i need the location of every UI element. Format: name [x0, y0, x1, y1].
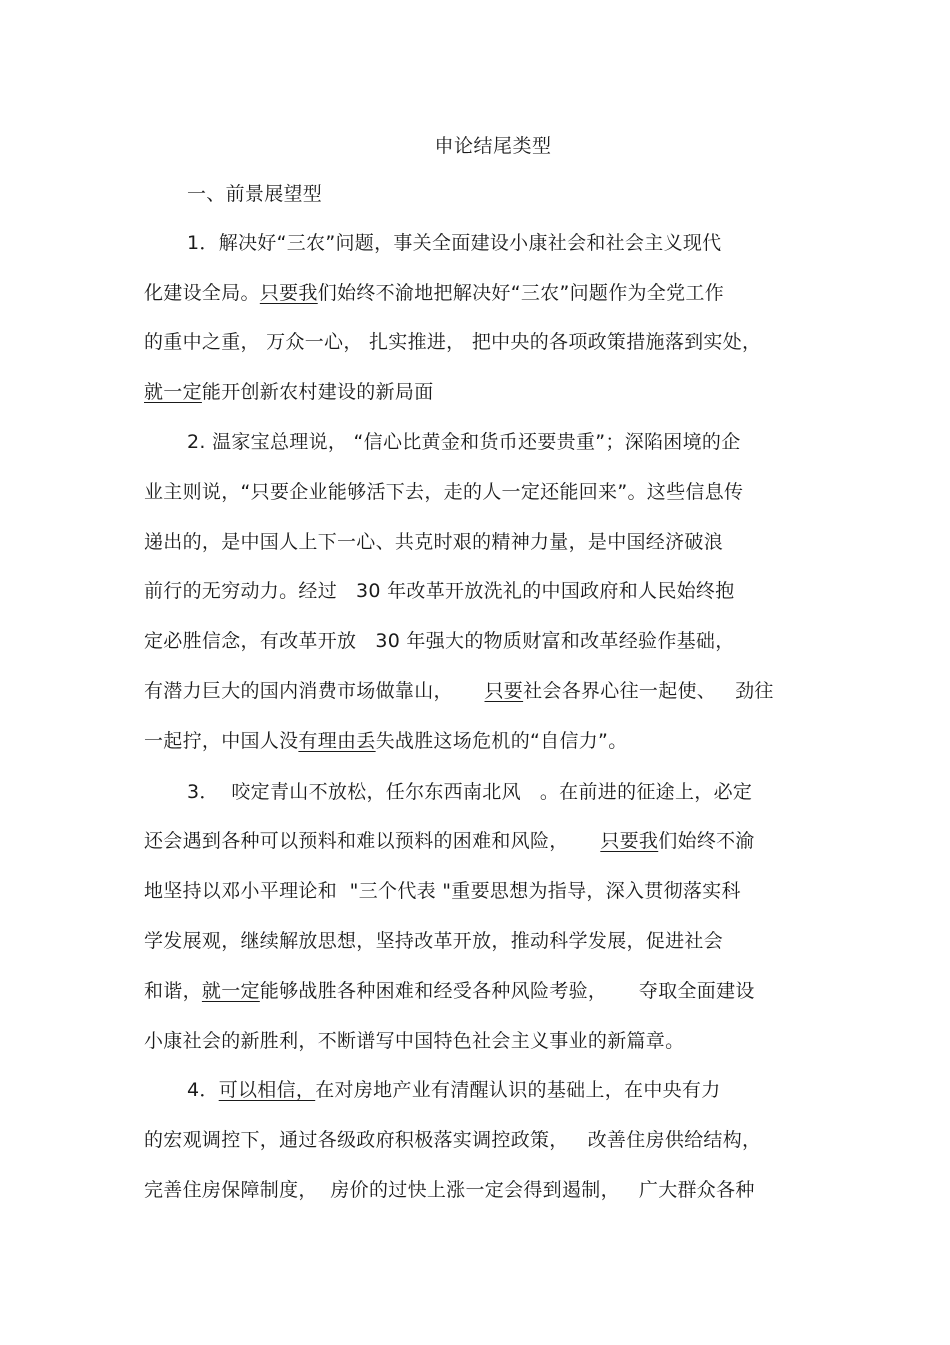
underlined-phrase: 只要我: [259, 282, 318, 304]
text-run: 失战胜这场危机的“自信力”。: [375, 730, 628, 752]
text-run: 在对房地产业有清醒认识的基础上，在中央有力: [315, 1079, 721, 1101]
text-run: 和谐，: [144, 980, 202, 1002]
underlined-phrase: 就一定: [201, 980, 260, 1002]
text-run: 有潜力巨大的国内消费市场做靠山，: [144, 680, 485, 702]
text-run: 一起拧，中国人没: [144, 730, 299, 752]
text-run: 4．: [187, 1079, 219, 1101]
document-title: 申论结尾类型: [434, 135, 552, 157]
p3-line-3: 地坚持以邓小平理论和 "三个代表 "重要思想为指导，深入贯彻落实科: [144, 880, 741, 902]
p1-line-4: [144, 380, 434, 404]
p2-line-4: 前行的无穷动力。经过 30 年改革开放洗礼的中国政府和人民始终抱: [144, 580, 735, 602]
text-run: 们始终不渝地把解决好“三农”问题作为全党工作: [317, 282, 725, 304]
p3-line-4: 学发展观，继续解放思想，坚持改革开放，推动科学发展，促进社会: [144, 930, 724, 952]
p4-line-3: 完善住房保障制度， 房价的过快上涨一定会得到遏制， 广大群众各种: [144, 1179, 755, 1201]
text-run: 还会遇到各种可以预料和难以预料的困难和风险，: [144, 830, 601, 852]
p2-line-6: [144, 679, 774, 703]
p4-line-1: [187, 1078, 721, 1102]
p2-line-1: 2. 温家宝总理说， “信心比黄金和货币还要贵重”；深陷困境的企: [187, 431, 741, 453]
underlined-phrase: 只要我: [600, 830, 659, 852]
p4-line-2: 的宏观调控下，通过各级政府积极落实调控政策， 改善住房供给结构，: [144, 1129, 762, 1151]
text-run: 社会各界心往一起使、 劲往: [523, 680, 774, 702]
p2-line-5: 定必胜信念，有改革开放 30 年强大的物质财富和改革经验作基础，: [144, 630, 735, 652]
text-run: 能够战胜各种困难和经受各种风险考验， 夺取全面建设: [259, 980, 755, 1002]
underlined-phrase: 就一定: [144, 381, 202, 403]
text-run: 化建设全局。: [144, 282, 260, 304]
underlined-phrase: 只要: [484, 680, 524, 702]
p1-line-2: [144, 281, 724, 305]
p1-line-3: 的重中之重， 万众一心， 扎实推进， 把中央的各项政策措施落到实处，: [144, 331, 762, 353]
underlined-phrase: 可以相信，: [218, 1079, 316, 1101]
p3-line-6: 小康社会的新胜利，不断谱写中国特色社会主义事业的新篇章。: [144, 1030, 685, 1052]
underlined-phrase: 有理由丢: [298, 730, 376, 752]
p3-line-2: [144, 829, 755, 853]
section-heading: 一、前景展望型: [187, 183, 323, 205]
p2-line-7: [144, 729, 628, 753]
text-run: 能开创新农村建设的新局面: [201, 381, 434, 403]
p3-line-5: [144, 979, 755, 1003]
p1-line-1: 1．解决好“三农”问题，事关全面建设小康社会和社会主义现代: [187, 232, 722, 254]
text-run: 们始终不渝: [658, 830, 755, 852]
p2-line-2: 业主则说，“只要企业能够活下去，走的人一定还能回来”。这些信息传: [144, 481, 744, 503]
p3-line-1: 3． 咬定青山不放松，任尔东西南北风 。在前进的征途上，必定: [187, 781, 753, 803]
p2-line-3: 递出的，是中国人上下一心、共克时艰的精神力量，是中国经济破浪: [144, 531, 724, 553]
